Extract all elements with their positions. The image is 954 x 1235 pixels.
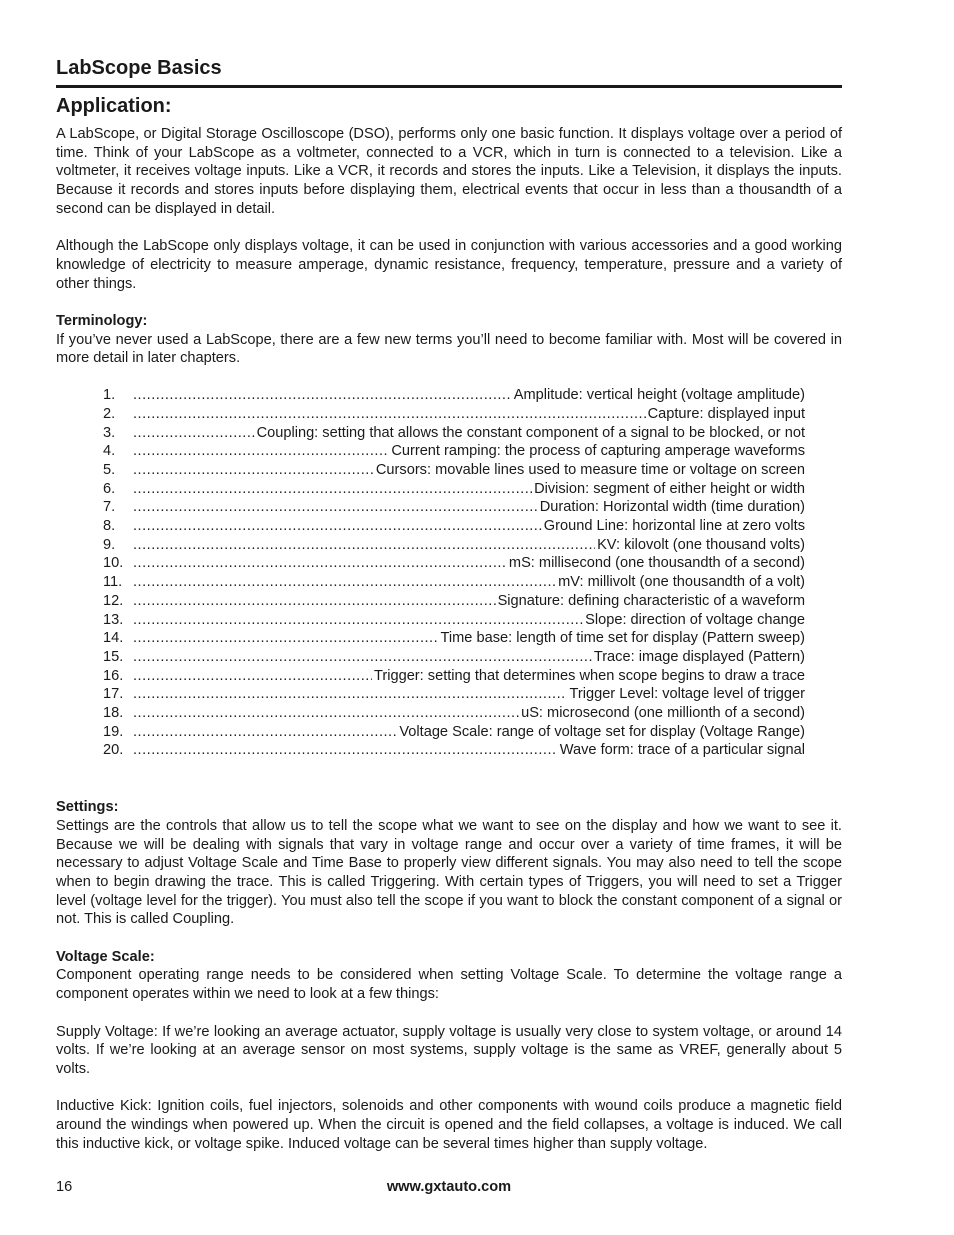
term-item [103,517,805,536]
terminology-list [103,386,805,760]
term-number: 11. [103,574,123,591]
term-definition: Ground Line: horizontal line at zero volts [543,518,805,535]
term-definition: mS: millisecond (one thousandth of a second) [508,555,805,572]
term-definition: Coupling: setting that allows the constant component of a signal to be blocked, or not [256,424,805,441]
term-number: 17. [103,686,124,703]
term-definition: Division: segment of either height or width [534,480,805,497]
term-number: 2. [103,405,116,422]
term-number: 3. [103,424,116,441]
dot-leader [133,573,556,592]
term-definition: Capture: displayed input [647,405,805,422]
page-header-title: LabScope Basics [56,54,842,88]
dot-leader [133,554,507,573]
term-definition: Current ramping: the process of capturing amperage waveforms [391,443,805,460]
spacer [56,1004,842,1023]
term-definition: mV: millivolt (one thousandth of a volt) [558,574,805,591]
term-number: 16. [103,667,124,684]
terminology-heading: Terminology: [56,313,148,329]
dot-leader [133,704,519,723]
term-item [103,611,805,630]
term-definition: Duration: Horizontal width (time duration) [539,499,805,516]
term-item [103,386,805,405]
dot-leader [133,723,397,742]
term-item [103,573,805,592]
term-number: 5. [103,461,116,478]
term-item [103,405,805,424]
term-item [103,741,805,760]
term-definition: Voltage Scale: range of voltage set for display (Voltage Range) [399,723,805,740]
term-item [103,536,805,555]
dot-leader [133,611,583,630]
term-number: 20. [103,742,124,759]
dot-leader [133,741,558,760]
term-definition: Trace: image displayed (Pattern) [593,648,805,665]
term-item [103,442,805,461]
term-definition: Wave form: trace of a particular signal [559,742,805,759]
term-item [103,498,805,517]
term-number: 9. [103,536,116,553]
term-item [103,667,805,686]
footer-url[interactable]: www.gxtauto.com [386,1179,512,1195]
term-number: 15. [103,648,124,665]
page-number: 16 [56,1179,73,1195]
dot-leader [133,685,567,704]
term-item [103,629,805,648]
term-number: 12. [103,592,124,609]
term-item [103,480,805,499]
dot-leader [133,480,532,499]
settings-paragraph: Settings are the controls that allow us to tell the scope what we want to see on the display and how we want to see it. Because we will be dealing with signals that vary in voltage range and occur over a variety of time frames, it will be necessary to adjust Voltage Scale and Time Base to properly view different signals. You may also need to tell the scope when to begin drawing the trace. This is called Triggering. With certain types of Triggers, you will need to set a Trigger level (voltage level for the trigger). You must also tell the scope if you want to block the constant component of a signal or not. This is called Coupling. [56,817,842,928]
spacer [56,929,842,948]
dot-leader [133,405,646,424]
spacer [56,1079,842,1098]
dot-leader [133,648,592,667]
term-number: 13. [103,611,124,628]
term-definition: Trigger Level: voltage level of trigger [569,686,805,703]
dot-leader [133,461,374,480]
term-definition: Trigger: setting that determines when scope begins to draw a trace [373,667,805,684]
voltage-scale-heading: Voltage Scale: [56,948,155,965]
dot-leader [133,667,372,686]
term-number: 10. [103,555,124,572]
term-definition: Signature: defining characteristic of a waveform [497,592,805,609]
dot-leader [133,386,512,405]
page-content [56,54,842,1153]
term-item [103,461,805,480]
term-item [103,704,805,723]
spacer [56,760,842,798]
term-definition: KV: kilovolt (one thousand volts) [597,536,805,553]
term-number: 8. [103,518,116,535]
inductive-kick-paragraph: Inductive Kick: Ignition coils, fuel injectors, solenoids and other components with wound coils produce a magnetic field around the windings when powered up. When the circuit is opened and the field collapses, a voltage is induced. We call this inductive kick, or voltage spike. Induced voltage can be several times higher than supply voltage. [56,1098,842,1152]
term-item [103,424,805,443]
spacer [56,219,842,238]
settings-heading: Settings: [56,799,119,816]
term-item [103,554,805,573]
term-definition: uS: microsecond (one millionth of a second) [521,705,805,722]
dot-leader [133,498,538,517]
term-definition: Amplitude: vertical height (voltage amplitude) [513,387,805,404]
dot-leader [133,592,496,611]
term-item [103,685,805,704]
application-title: Application: [56,95,172,117]
application-paragraph-1: A LabScope, or Digital Storage Oscilloscope (DSO), performs only one basic function. It displays voltage over a period of time. Think of your LabScope as a voltmeter, connected to a VCR, which in turn is connected to a television. Like a voltmeter, it receives voltage inputs. Like a VCR, it records and stores the inputs. Like a Television, it displays the inputs. Because it records and stores inputs before displaying them, electrical events that occur in less than a thousandth of a second can be displayed in detail. [56,126,842,217]
term-number: 14. [103,630,124,647]
term-definition: Slope: direction of voltage change [585,611,805,628]
term-number: 19. [103,723,124,740]
term-item [103,648,805,667]
term-definition: Cursors: movable lines used to measure time or voltage on screen [375,461,805,478]
term-number: 4. [103,443,116,460]
spacer [56,293,842,312]
dot-leader [133,424,255,443]
voltage-scale-paragraph-1: Component operating range needs to be considered when setting Voltage Scale. To determine the voltage range a component operates within we need to look at a few things: [56,967,842,1003]
term-number: 6. [103,480,116,497]
term-number: 7. [103,499,116,516]
term-number: 1. [103,387,116,404]
term-item [103,592,805,611]
term-item [103,723,805,742]
dot-leader [133,536,595,555]
dot-leader [133,442,389,461]
terminology-intro: If you’ve never used a LabScope, there are a few new terms you’ll need to become familiar with. Most will be covered in more detail in later chapters. [56,331,842,367]
term-definition: Time base: length of time set for display (Pattern sweep) [440,630,805,647]
dot-leader [133,629,439,648]
term-number: 18. [103,705,124,722]
application-paragraph-2: Although the LabScope only displays voltage, it can be used in conjunction with various accessories and a good working knowledge of electricity to measure amperage, dynamic resistance, frequency, temperature, pressure and a variety of other things. [56,238,842,292]
dot-leader [133,517,542,536]
supply-voltage-paragraph: Supply Voltage: If we’re looking an average actuator, supply voltage is usually very close to system voltage, or around 14 volts. If we’re looking at an average sensor on most systems, supply voltage is the same as VREF, generally about 5 volts. [56,1023,842,1077]
